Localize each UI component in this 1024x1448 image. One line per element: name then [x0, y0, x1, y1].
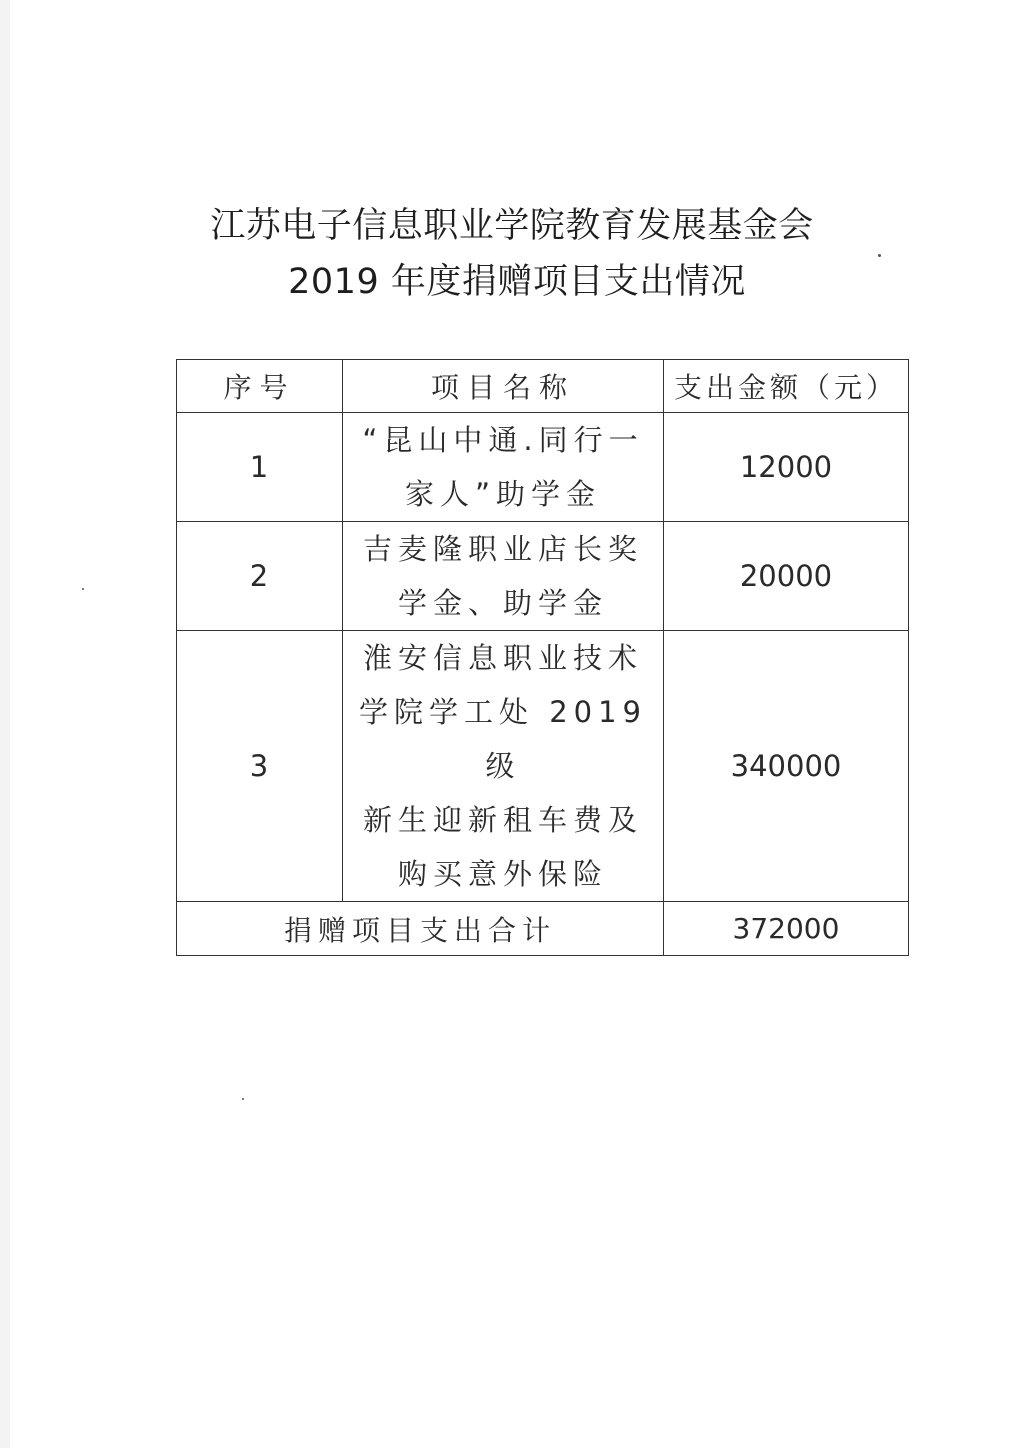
row-project-name	[343, 522, 664, 631]
table-row	[177, 413, 909, 522]
project-name-line: 新生迎新租车费及	[362, 803, 643, 837]
project-name-line: 学金、助学金	[397, 586, 608, 620]
project-name-line: 家人”助学金	[404, 477, 602, 511]
project-name-line: 淮安信息职业技术	[362, 641, 643, 675]
header-project: 项目名称	[343, 360, 664, 413]
expenditure-table	[176, 359, 909, 956]
row-amount: 340000	[664, 631, 909, 902]
title-line-2: 2019 年度捐赠项目支出情况	[288, 262, 746, 302]
row-project-name	[343, 631, 664, 902]
total-label: 捐赠项目支出合计	[177, 902, 664, 956]
table-header-row	[177, 360, 909, 413]
project-name-line: 吉麦隆职业店长奖	[362, 532, 643, 566]
row-project-name	[343, 413, 664, 522]
table-row	[177, 631, 909, 902]
row-seq: 2	[177, 522, 343, 631]
project-name-line: 学院学工处 2019 级	[358, 695, 648, 783]
table-row	[177, 522, 909, 631]
row-amount: 12000	[664, 413, 909, 522]
title-line-1: 江苏电子信息职业学院教育发展基金会	[210, 206, 814, 246]
header-seq: 序号	[177, 360, 343, 413]
row-seq: 1	[177, 413, 343, 522]
project-name-line: “昆山中通.同行一	[362, 423, 644, 457]
row-seq: 3	[177, 631, 343, 902]
header-amount: 支出金额（元）	[664, 360, 909, 413]
project-name-line: 购买意外保险	[397, 857, 608, 891]
scan-speck	[242, 1098, 244, 1100]
row-amount: 20000	[664, 522, 909, 631]
scan-speck	[878, 254, 881, 257]
scan-speck	[82, 588, 84, 590]
document-title	[0, 198, 1024, 310]
total-amount: 372000	[664, 902, 909, 956]
table-total-row	[177, 902, 909, 956]
